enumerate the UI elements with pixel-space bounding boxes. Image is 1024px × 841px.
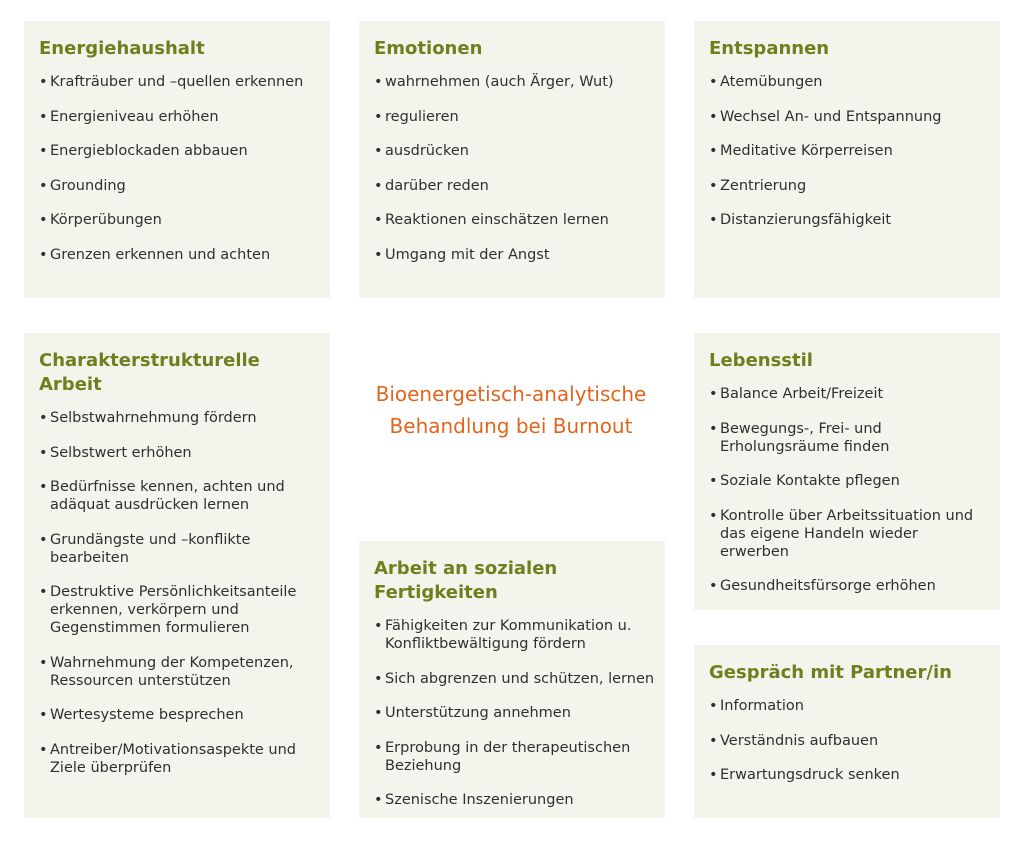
list-item: • Selbstwert erhöhen [39, 444, 320, 462]
item-list [39, 409, 320, 777]
box-title: Entspannen [709, 38, 830, 59]
box-soziale-fertigkeiten [359, 541, 665, 818]
list-item: • Szenische Inszenierungen [374, 791, 655, 809]
box-charakterstrukturelle-arbeit [24, 333, 330, 818]
list-item: • Reaktionen einschätzen lernen [374, 211, 655, 229]
box-title: Gespräch mit Partner/in [709, 662, 952, 683]
item-list [374, 617, 655, 809]
center-title-line: Bioenergetisch-analytische [375, 382, 647, 406]
list-item: • Unterstützung annehmen [374, 704, 655, 722]
list-item: • Grenzen erkennen und achten [39, 246, 320, 264]
list-item: • Destruktive Persönlichkeitsanteile erkennen, verkörpern und Gegenstimmen formulieren [39, 583, 320, 637]
list-item: • Antreiber/Motivationsaspekte und Ziele überprüfen [39, 741, 320, 777]
box-energiehaushalt [24, 21, 330, 298]
item-list [709, 697, 990, 784]
item-list [709, 73, 990, 229]
box-title: Energiehaushalt [39, 38, 205, 59]
box-gespraech-partner [694, 645, 1000, 818]
list-item: • regulieren [374, 108, 655, 126]
list-item: • Fähigkeiten zur Kommunikation u. Konfliktbewältigung fördern [374, 617, 655, 653]
item-list [374, 73, 655, 264]
list-item: • Balance Arbeit/Freizeit [709, 385, 990, 403]
box-title: Arbeit an sozialen Fertigkeiten [374, 558, 558, 603]
list-item: • Grundängste und –konflikte bearbeiten [39, 531, 320, 567]
list-item: • Erwartungsdruck senken [709, 766, 990, 784]
list-item: • ausdrücken [374, 142, 655, 160]
list-item: • Gesundheitsfürsorge erhöhen [709, 577, 990, 595]
list-item: • Umgang mit der Angst [374, 246, 655, 264]
list-item: • Wahrnehmung der Kompetenzen, Ressourcen unterstützen [39, 654, 320, 690]
list-item: • Kontrolle über Arbeitssituation und das eigene Handeln wieder erwerben [709, 507, 990, 561]
list-item: • Wertesysteme besprechen [39, 706, 320, 724]
list-item: • Verständnis aufbauen [709, 732, 990, 750]
list-item: • Zentrierung [709, 177, 990, 195]
list-item: • darüber reden [374, 177, 655, 195]
list-item: • Grounding [39, 177, 320, 195]
item-list [709, 385, 990, 595]
list-item: • Energieblockaden abbauen [39, 142, 320, 160]
list-item: • Sich abgrenzen und schützen, lernen [374, 670, 655, 688]
box-entspannen [694, 21, 1000, 298]
list-item: • wahrnehmen (auch Ärger, Wut) [374, 73, 655, 91]
list-item: • Distanzierungsfähigkeit [709, 211, 990, 229]
box-emotionen [359, 21, 665, 298]
list-item: • Energieniveau erhöhen [39, 108, 320, 126]
list-item: • Meditative Körperreisen [709, 142, 990, 160]
item-list [39, 73, 320, 264]
list-item: • Bewegungs-, Frei- und Erholungsräume finden [709, 420, 990, 456]
list-item: • Information [709, 697, 990, 715]
list-item: • Selbstwahrnehmung fördern [39, 409, 320, 427]
list-item: • Erprobung in der therapeutischen Beziehung [374, 739, 655, 775]
list-item: • Krafträuber und –quellen erkennen [39, 73, 320, 91]
list-item: • Bedürfnisse kennen, achten und adäquat ausdrücken lernen [39, 478, 320, 514]
box-lebensstil [694, 333, 1000, 610]
box-title: Lebensstil [709, 350, 813, 371]
box-title: Charakterstrukturelle Arbeit [39, 350, 260, 395]
center-title-line: Behandlung bei Burnout [389, 414, 633, 438]
diagram-center-title [358, 378, 664, 442]
box-title: Emotionen [374, 38, 483, 59]
list-item: • Soziale Kontakte pflegen [709, 472, 990, 490]
list-item: • Atemübungen [709, 73, 990, 91]
list-item: • Körperübungen [39, 211, 320, 229]
list-item: • Wechsel An- und Entspannung [709, 108, 990, 126]
